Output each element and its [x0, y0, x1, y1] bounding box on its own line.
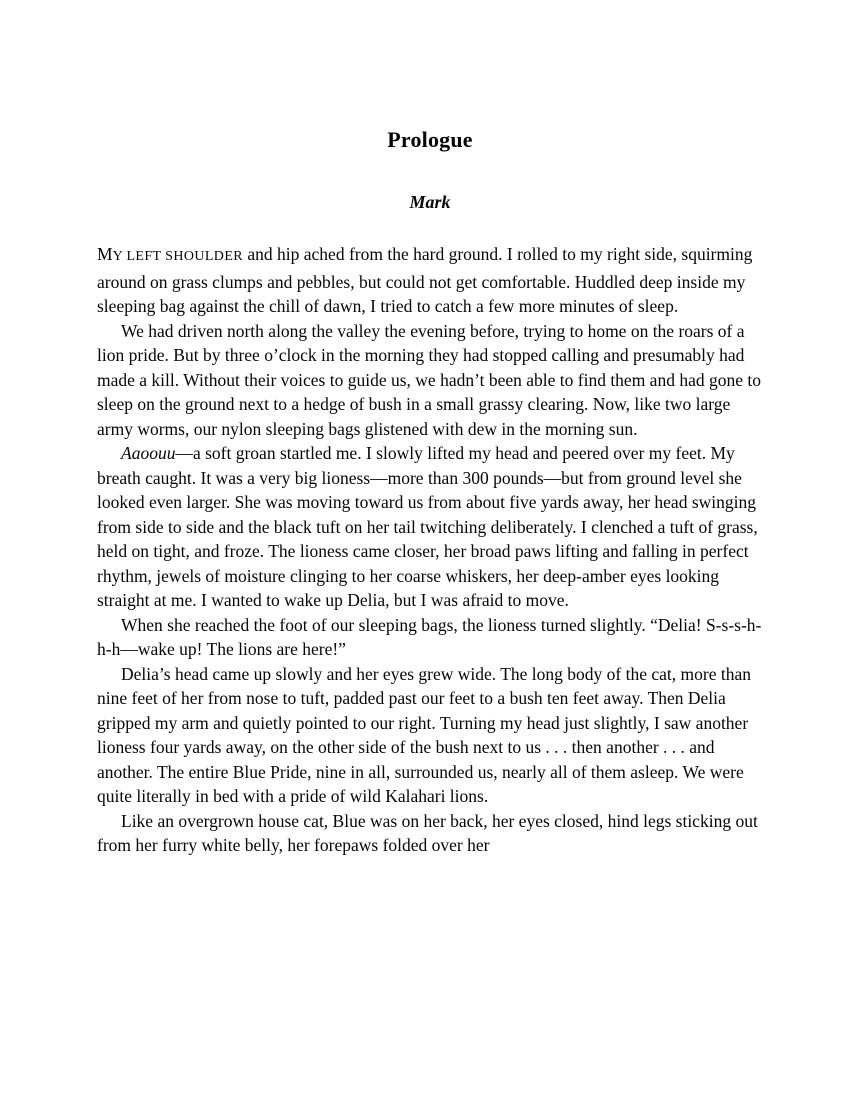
- body-text: [97, 242, 764, 858]
- text-run-normal: When she reached the foot of our sleeping bags, the lioness turned slightly. “Delia! S-s-s-h-h-h—wake up! The lions are here!”: [97, 614, 762, 659]
- paragraph: [97, 809, 764, 858]
- text-run-normal: and hip ached from the hard ground. I rolled to my right side, squirming around on grass clumps and pebbles, but could not get comfortable. Huddled deep inside my sleeping bag against the chill of dawn, I tried to catch a few more minutes of sleep.: [97, 244, 753, 316]
- text-run-normal: We had driven north along the valley the evening before, trying to home on the roars of a lion pride. But by three o’clock in the morning they had stopped calling and presumably had made a kill. Without their voices to guide us, we hadn’t been able to find them and had gone to sleep on the ground next to a hedge of bush in a small grassy clearing. Now, like two large army worms, our nylon sleeping bags glistened with dew in the morning sun.: [97, 320, 761, 439]
- text-run-normal: M: [97, 244, 113, 264]
- text-run-small-caps: Y LEFT SHOULDER: [112, 249, 244, 264]
- paragraph: [97, 242, 764, 319]
- paragraph: [97, 662, 764, 809]
- paragraph: [97, 613, 764, 662]
- paragraph: [97, 441, 764, 613]
- text-run-normal: Like an overgrown house cat, Blue was on her back, her eyes closed, hind legs sticking out from her furry white belly, her forepaws folded over her: [97, 810, 758, 855]
- chapter-author: Mark: [409, 192, 451, 212]
- chapter-title: Prologue: [387, 127, 473, 152]
- paragraph: [97, 319, 764, 442]
- text-run-normal: Delia’s head came up slowly and her eyes grew wide. The long body of the cat, more than nine feet of her from nose to tuft, padded past our feet to a bush ten feet away. Then Delia gripped my arm and quietly pointed to our right. Turning my head just slightly, I saw another lioness four yards away, on the other side of the bush next to us . . . then another . . . and another. The entire Blue Pride, nine in all, surrounded us, nearly all of them asleep. We were quite literally in bed with a pride of wild Kalahari lions.: [97, 663, 751, 806]
- text-run-italic: Aaoouu: [121, 443, 176, 463]
- text-run-normal: —a soft groan startled me. I slowly lifted my head and peered over my feet. My breath caught. It was a very big lioness—more than 300 pounds—but from ground level she looked even larger. She was moving toward us from about five yards away, her head swinging from side to side and the black tuft on her tail twitching deliberately. I clenched a tuft of grass, held on tight, and froze. The lioness came closer, her broad paws lifting and falling in perfect rhythm, jewels of moisture clinging to her coarse whiskers, her deep-amber eyes looking straight at me. I wanted to wake up Delia, but I was afraid to move.: [97, 443, 758, 610]
